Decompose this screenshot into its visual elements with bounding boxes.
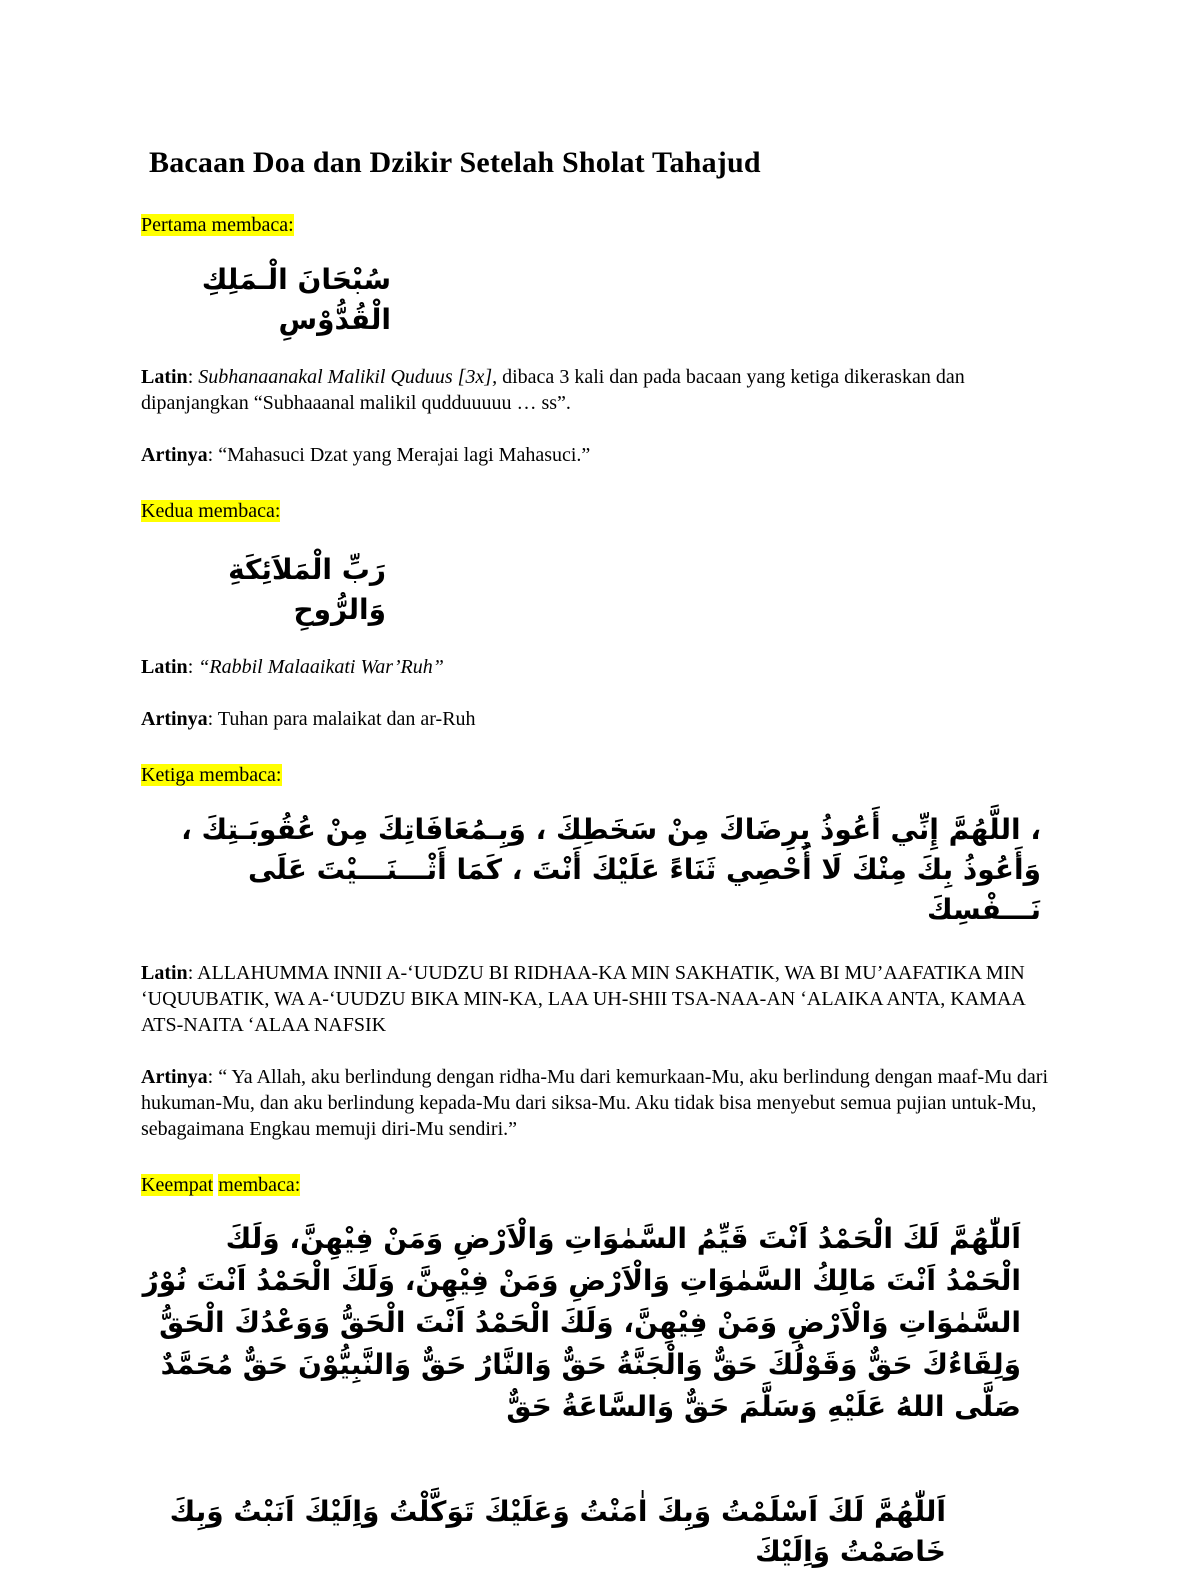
section-3-arabic: ، اللَّهُمَّ إِنِّي أَعُوذُ بِرِضَاكَ مِنْ سَخَطِكَ ، وَبِـمُعَافَاتِكَ مِنْ عُقُوبَـتِكَ ، وَأَعُوذُ بِكَ مِنْكَ لَا أُحْصِي ثَنَاءً عَلَيْكَ أَنْتَ ، كَمَا أَثْـــنَـــيْتَ عَلَى نَـــفْسِكَ: [181, 813, 1041, 926]
section-3-latin-text: ALLAHUMMA INNII A-‘UUDZU BI RIDHAA-KA MIN SAKHATIK, WA BI MU’AAFATIKA MIN ‘UQUUBATIK, WA A-‘UUDZU BIKA MIN-KA, LAA UH-SHII TSA-NAA-AN ‘ALAIKA ANTA, KAMAA ATS-NAITA ‘ALAA NAFSIK: [141, 962, 1025, 1036]
section-3-meaning: Artinya: “ Ya Allah, aku berlindung dengan ridha-Mu dari kemurkaan-Mu, aku berlindung dengan maaf-Mu dari hukuman-Mu, dan aku berlindung kepada-Mu dari siksa-Mu. Aku tidak bisa menyebut semua pujian untuk-Mu, sebagaimana Engkau memuji diri-Mu sendiri.”: [141, 1066, 1049, 1140]
section-2-latin-italic: “Rabbil Malaaikati War’Ruh”: [198, 656, 444, 678]
section-1-meaning-label: Artinya: [141, 444, 208, 466]
section-1-label-text: Pertama membaca:: [141, 214, 294, 236]
section-4-arabic-continued: اَللّٰهُمَّ لَكَ اَسْلَمْتُ وَبِكَ اٰمَنْتُ وَعَلَيْكَ تَوَكَّلْتُ وَاِلَيْكَ اَنَبْتُ وَبِكَ خَاصَمْتُ وَاِلَيْكَ: [169, 1495, 946, 1568]
section-3-label: [141, 762, 1056, 788]
section-2-meaning-label: Artinya: [141, 708, 208, 730]
section-2-label: [141, 498, 1056, 524]
section-1-latin: Latin: Subhanaanakal Malikil Quduus [3x], dibaca 3 kali dan pada bacaan yang ketiga dikeraskan dan dipanjangkan “Subhaaanal malikil qudduuuuu … ss”.: [141, 366, 965, 414]
section-3-latin-label: Latin: [141, 962, 188, 984]
section-3-label-text: Ketiga membaca:: [141, 764, 282, 786]
section-1-arabic: سُبْحَانَ الْـمَلِكِ الْقُدُّوْسِ: [201, 263, 391, 336]
section-2-meaning: Artinya: Tuhan para malaikat dan ar-Ruh: [141, 708, 476, 730]
section-1-latin-italic: Subhanaanakal Malikil Quduus [3x],: [198, 366, 498, 388]
section-4-label: [141, 1172, 1056, 1198]
section-1-meaning-text: “Mahasuci Dzat yang Merajai lagi Mahasuci.”: [218, 444, 591, 466]
section-2-latin-label: Latin: [141, 656, 188, 678]
section-4-label-part2: membaca:: [218, 1174, 301, 1196]
section-3-meaning-text: “ Ya Allah, aku berlindung dengan ridha-Mu dari kemurkaan-Mu, aku berlindung dengan maaf-Mu dari hukuman-Mu, dan aku berlindung kepada-Mu dari siksa-Mu. Aku tidak bisa menyebut semua pujian untuk-Mu, sebagaimana Engkau memuji diri-Mu sendiri.”: [141, 1066, 1049, 1140]
section-2-latin: Latin: “Rabbil Malaaikati War’Ruh”: [141, 656, 444, 678]
section-1-label: [141, 212, 1056, 238]
section-4-label-part1: Keempat: [141, 1174, 214, 1196]
section-3-meaning-label: Artinya: [141, 1066, 208, 1088]
section-2-arabic: رَبِّ الْمَلاَئِكَةِ وَالرُّوحِ: [228, 553, 386, 626]
document-title: Bacaan Doa dan Dzikir Setelah Sholat Tahajud: [149, 146, 761, 179]
section-3-latin: Latin: ALLAHUMMA INNII A-‘UUDZU BI RIDHAA-KA MIN SAKHATIK, WA BI MU’AAFATIKA MIN ‘UQUUBATIK, WA A-‘UUDZU BIKA MIN-KA, LAA UH-SHII TSA-NAA-AN ‘ALAIKA ANTA, KAMAA ATS-NAITA ‘ALAA NAFSIK: [141, 962, 1025, 1036]
section-2-label-text: Kedua membaca:: [141, 500, 281, 522]
section-1-latin-label: Latin: [141, 366, 188, 388]
section-1-latin-rest: dibaca 3 kali dan pada bacaan yang ketiga dikeraskan dan dipanjangkan “Subhaaanal malikil qudduuuuu … ss”.: [141, 366, 965, 414]
section-4-arabic: اَللّٰهُمَّ لَكَ الْحَمْدُ اَنْتَ قَيِّمُ السَّمٰوَاتِ وَالْاَرْضِ وَمَنْ فِيْهِنَّ، وَلَكَ الْحَمْدُ اَنْتَ مَالِكُ السَّمٰوَاتِ وَالْاَرْضِ وَمَنْ فِيْهِنَّ، وَلَكَ الْحَمْدُ اَنْتَ نُوْرُ السَّمٰوَاتِ وَالْاَرْضِ وَمَنْ فِيْهِنَّ، وَلَكَ الْحَمْدُ اَنْتَ الْحَقُّ وَوَعْدُكَ الْحَقُّ وَلِقَاءُكَ حَقٌّ وَقَوْلُكَ حَقٌّ وَالْجَنَّةُ حَقٌّ وَالنَّارُ حَقٌّ وَالنَّبِيُّوْنَ حَقٌّ مُحَمَّدٌ صَلَّى اللهُ عَلَيْهِ وَسَلَّمَ حَقٌّ وَالسَّاعَةُ حَقٌّ: [142, 1222, 1021, 1423]
section-2-meaning-text: Tuhan para malaikat dan ar-Ruh: [217, 708, 476, 730]
document-page: [141, 140, 1056, 1572]
section-1-meaning: Artinya: “Mahasuci Dzat yang Merajai lagi Mahasuci.”: [141, 444, 591, 466]
